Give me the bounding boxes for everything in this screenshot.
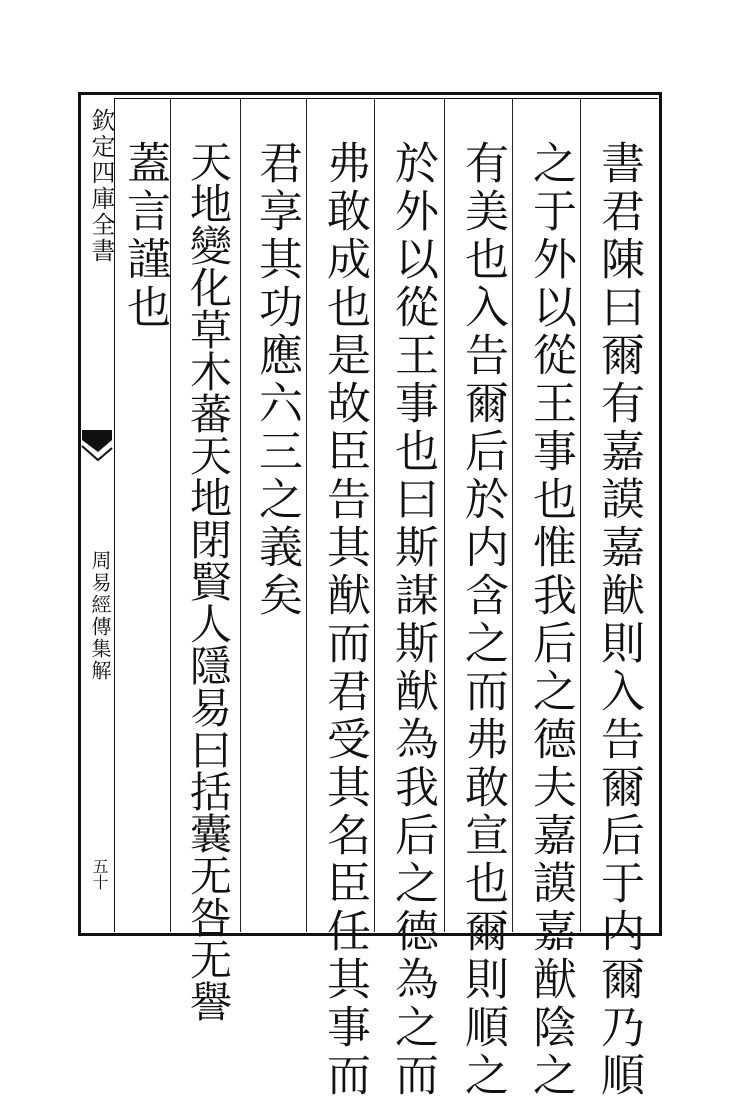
text-column: 於外以從王事也曰斯謀斯猷為我后之德為之而: [387, 140, 438, 1100]
column-rule: [240, 98, 241, 932]
text-column: 之于外以從王事也惟我后之德夫嘉謨嘉猷陰之: [525, 140, 576, 1100]
column-rule: [512, 98, 513, 932]
column-rule: [444, 98, 445, 932]
margin-strip: [80, 100, 114, 930]
text-column: 弗敢成也是故臣告其猷而君受其名臣任其事而: [319, 140, 370, 1100]
text-column: 蓋言謹也: [119, 140, 170, 332]
fish-tail-mark: [80, 426, 114, 466]
text-column: 書君陳曰爾有嘉謨嘉猷則入告爾后于内爾乃順: [593, 140, 644, 1100]
margin-title: 欽定四庫全書: [87, 108, 115, 264]
column-rule: [170, 98, 171, 932]
column-rule: [374, 98, 375, 932]
column-rule: [580, 98, 581, 932]
margin-page-number: 五十: [90, 858, 109, 890]
text-column: 君享其功應六三之義矣: [251, 140, 302, 620]
text-column: 有美也入告爾后於内含之而弗敢宣也爾則順之: [457, 140, 508, 1100]
margin-book-title: 周易經傳集解: [88, 550, 112, 682]
column-rule: [306, 98, 307, 932]
text-column: 天地變化草木蕃天地閉賢人隱易曰括囊无咎无譽: [184, 140, 233, 1022]
